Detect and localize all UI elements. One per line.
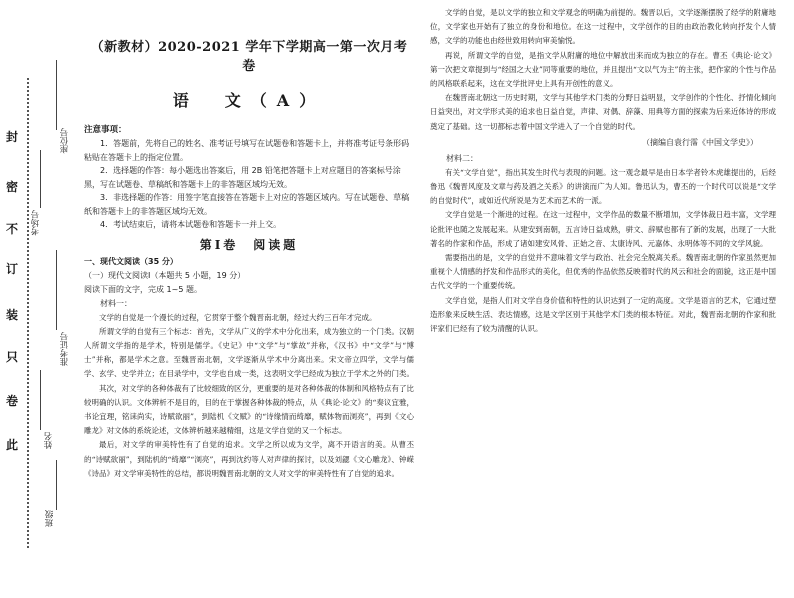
material-one-label: 材料一： [100, 298, 132, 308]
seal-dotted-line [27, 78, 29, 548]
seal-char: 封 [5, 130, 18, 144]
seal-char: 此 [5, 438, 18, 452]
notice-item: 2．选择题的作答：每小题选出答案后，用 2B 铅笔把答题卡上对应题目的答案标号涂黑，写在试题卷、草稿纸和答题卡上的非答题区域均无效。 [84, 166, 401, 189]
ticket-field-line [56, 250, 57, 330]
seal-char: 密 [5, 180, 18, 194]
seal-char: 不 [5, 222, 18, 236]
subject-title: 语 文（A） [172, 91, 326, 110]
seal-char: 卷 [5, 394, 18, 408]
body-paragraph: 最后，对文学的审美特性有了自觉的追求。文学之所以成为文学，离不开语言的美。从曹丕的“诗赋欲丽”，到陆机的“绮靡”“浏亮”，再到沈约等人对声律的探讨，以及刘勰《文心雕龙》、钟嵘《诗品》对文学审美特性的总结，都说明魏晋南北朝的文人对文学的审美特性有了自觉的追求。 [84, 440, 414, 478]
ticket-label: 准考证号 [60, 332, 70, 366]
seal-char: 订 [5, 262, 18, 276]
body-paragraph: 有关“文学自觉”，指出其发生时代与表现的问题。这一观念最早是由日本学者铃木虎雄提出的，后经鲁迅《魏晋风度及文章与药及酒之关系》的讲演而广为人知。鲁迅认为，曹丕的一个时代可以说是“文学的自觉时代”，或如近代所说是为艺术而艺术的一派。 [430, 167, 776, 206]
body-paragraph: 需要指出的是，文学的自觉并不意味着文学与政治、社会完全脱离关系。魏晋南北朝的作家虽然更加重视个人情感的抒发和作品形式的美化，但优秀的作品依然反映着时代的风云和社会的面貌，这正是中国古代文学的一个重要传统。 [430, 253, 776, 291]
exam-room-field-line [40, 150, 41, 208]
section-title: 第Ⅰ卷 阅读题 [199, 237, 299, 252]
body-paragraph: 所谓文学的自觉有三个标志：首先，文学从广义的学术中分化出来，成为独立的一个门类。汉朝人所谓文学指的是学术，特别是儒学。《史记》中“文学”与“掌故”并称，《汉书》中“文学”与“博士”并称，都是学术之意。至魏晋南北朝，文学逐渐从学术中分离出来。宋文帝立四学，文学与儒学、玄学、史学并立；在目录学中，文学也自成一类，这表明文学已经成为独立于学术之外的门类。 [84, 326, 414, 379]
body-paragraph: 文学自觉是一个渐进的过程。在这一过程中，文学作品的数量不断增加，文学体裁日趋丰富，文学理论批评也随之发展起来。从建安到南朝，五言诗日益成熟，骈文、辞赋也都有了新的发展，出现了一大批著名的作家和作品，形成了诸如建安风骨、正始之音、太康诗风、元嘉体、永明体等不同的文学风貌。 [430, 210, 776, 248]
exam-title: （新教材）2020-2021 学年下学期高一第一次月考卷 [90, 40, 408, 74]
exam-room-label: 考场号 [31, 210, 41, 236]
notice-title: 注意事项： [84, 125, 127, 135]
seat-label: 座位号 [60, 128, 70, 154]
instruction: 阅读下面的文字，完成 1~5 题。 [84, 284, 202, 294]
binding-margin [0, 0, 84, 562]
body-paragraph: 文学自觉，是指人们对文学自身价值和特性的认识达到了一定的高度。文学是语言的艺术，它通过塑造形象来反映生活、表达情感，这是文学区别于其他学术门类的根本特征。对此，魏晋南北朝的作家和批评家们已经有了较为清醒的认识。 [430, 295, 776, 334]
seal-char: 装 [5, 308, 18, 322]
seal-char: 只 [5, 350, 18, 364]
body-paragraph: 再说，所谓文学的自觉，是指文学从附庸的地位中解放出来而成为独立的存在。曹丕《典论·论文》第一次把文章提到与“经国之大业”同等重要的地位，并且提出“文以气为主”的主张，把作家的个性与作品的风格联系起来，这在文学批评史上具有开创性的意义。 [430, 50, 776, 89]
subpart-heading: （一）现代文阅读Ⅰ（本题共 5 小题，19 分） [84, 270, 246, 280]
body-paragraph: 文学的自觉是一个漫长的过程，它贯穿于整个魏晋南北朝，经过大约三百年才完成。 [99, 312, 377, 322]
body-paragraph: 文学的自觉，是以文学的独立和文学观念的明确为前提的。魏晋以后，文学逐渐摆脱了经学的附庸地位，文学家也开始有了独立的身份和地位。在这一过程中，文学创作的目的由政治教化转向抒发个人情感，文学的功能也由经世致用转向审美愉悦。 [430, 8, 776, 46]
source-citation: （摘编自袁行霈《中国文学史》） [642, 137, 758, 147]
body-paragraph: 其次，对文学的各种体裁有了比较细致的区分，更重要的是对各种体裁的体制和风格特点有了比较明确的认识。文体辨析不是目的，目的在于掌握各种体裁的特点，从《典论·论文》的“奏议宜雅，书论宜理，铭诔尚实，诗赋欲丽”，到陆机《文赋》的“诗缘情而绮靡，赋体物而浏亮”，再到《文心雕龙》对文体的系统论述，文体辨析越来越精细，这是文学自觉的又一个标志。 [84, 383, 414, 436]
name-label: 姓名 [44, 432, 54, 449]
name-field-line [40, 370, 41, 430]
seat-field-line [56, 60, 57, 130]
notice-item: 4．考试结束后，请将本试题卷和答题卡一并上交。 [100, 220, 282, 229]
body-paragraph: 在魏晋南北朝这一历史时期，文学与其他学术门类的分野日益明显，文学创作的个性化、抒情化倾向日益突出，对文学形式美的追求也日益自觉，声律、对偶、辞藻、用典等方面的探索为后来近体诗的形成奠定了基础。这一切都标志着中国文学进入了一个自觉的时代。 [430, 93, 776, 131]
notice-item: 1．答题前，先将自己的姓名、准考证号填写在试题卷和答题卡上，并将准考证号条形码粘贴在答题卡上的指定位置。 [84, 139, 410, 162]
material-two-label: 材料二： [446, 153, 478, 163]
part-heading: 一、现代文阅读（35 分） [84, 256, 178, 266]
notice-item: 3．非选择题的作答：用签字笔直接答在答题卡上对应的答题区域内。写在试题卷、草稿纸和答题卡上的非答题区域均无效。 [84, 193, 410, 216]
right-column [430, 0, 776, 568]
class-field-line [56, 460, 57, 510]
class-label: 班级 [45, 510, 55, 527]
left-column [84, 0, 414, 598]
